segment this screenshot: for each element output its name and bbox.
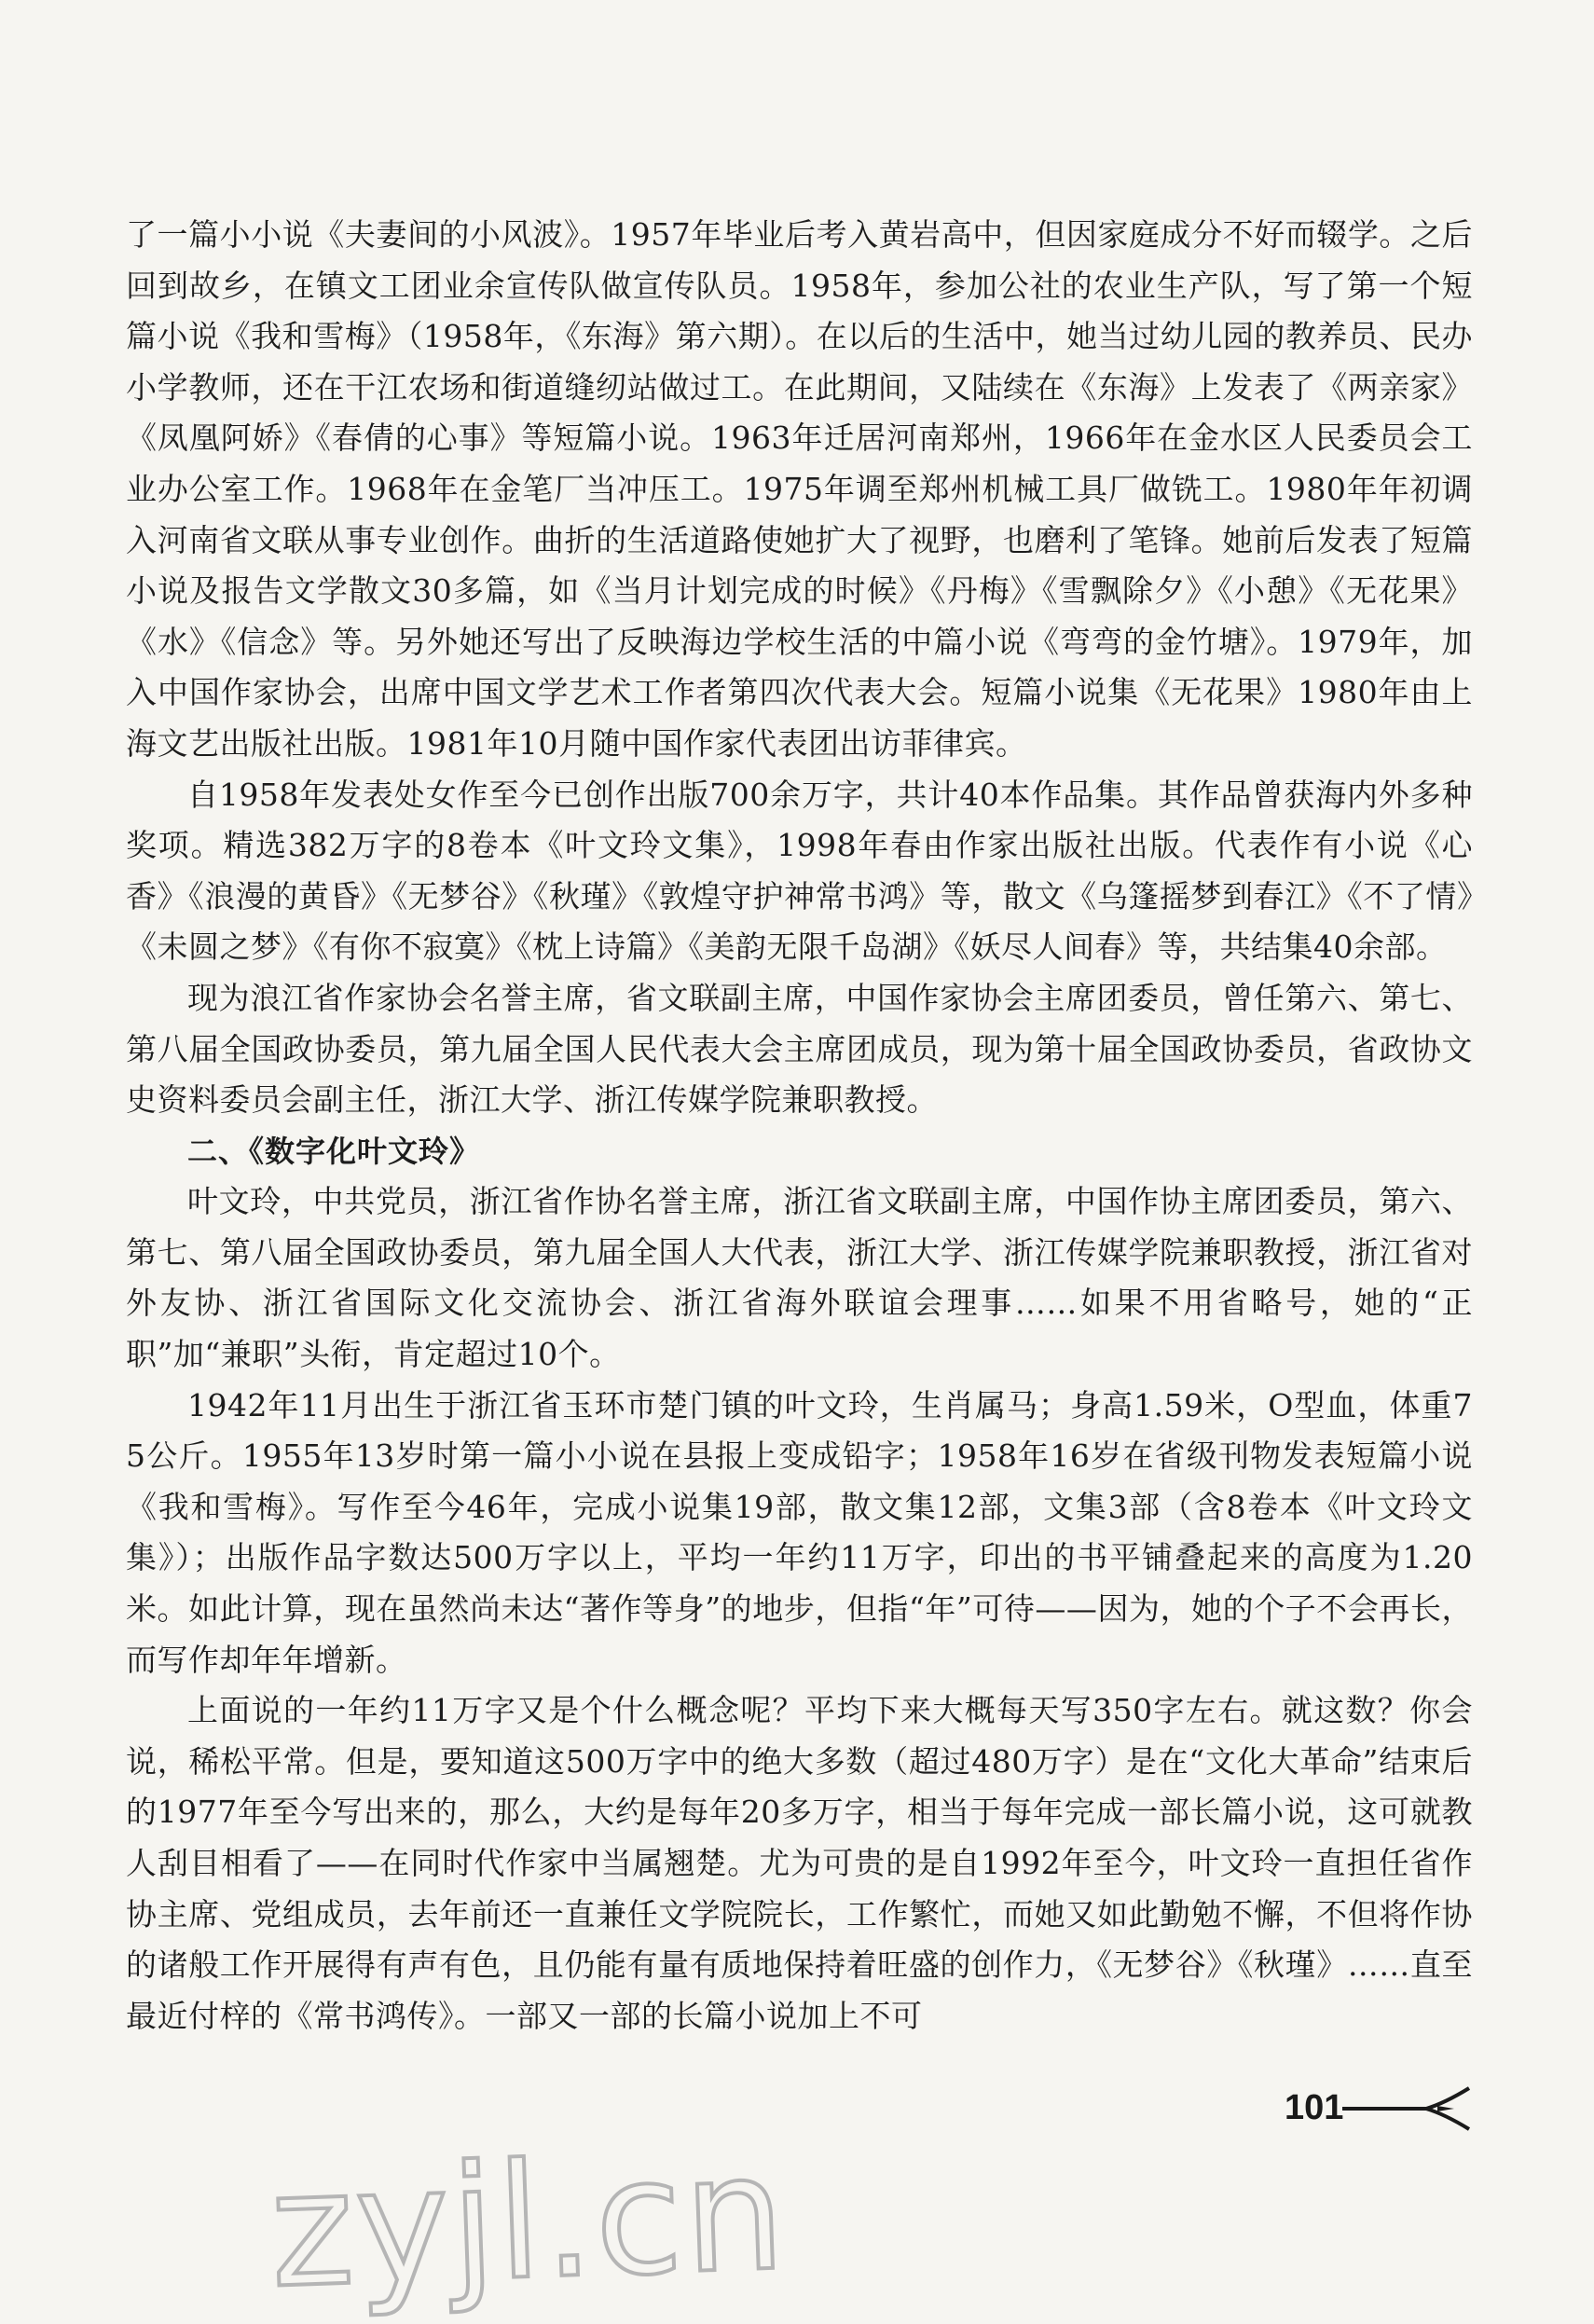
body-text	[126, 210, 1473, 2042]
paragraph: 上面说的一年约11万字又是个什么概念呢？平均下来大概每天写350字左右。就这数？你会说，稀松平常。但是，要知道这500万字中的绝大多数（超过480万字）是在“文化大革命”结束后的1977年至今写出来的，那么，大约是每年20多万字，相当于每年完成一部长篇小说，这可就教人刮目相看了——在同时代作家中当属翘楚。尤为可贵的是自1992年至今，叶文玲一直担任省作协主席、党组成员，去年前还一直兼任文学院院长，工作繁忙，而她又如此勤勉不懈，不但将作协的诸般工作开展得有声有色，且仍能有量有质地保持着旺盛的创作力，《无梦谷》《秋瑾》……直至最近付梓的《常书鸿传》。一部又一部的长篇小说加上不可	[126, 1692, 1473, 2034]
paragraph: 现为浪江省作家协会名誉主席，省文联副主席，中国作家协会主席团委员，曾任第六、第七、第八届全国政协委员，第九届全国人民代表大会主席团成员，现为第十届全国政协委员，省政协文史资料委员会副主任，浙江大学、浙江传媒学院兼职教授。	[126, 979, 1473, 1119]
section-heading: 二、《数字化叶文玲》	[187, 1133, 481, 1169]
paragraph: 1942年11月出生于浙江省玉环市楚门镇的叶文玲，生肖属马；身高1.59米，O型血，体重75公斤。1955年13岁时第一篇小小说在县报上变成铅字；1958年16岁在省级刊物发表短篇小说《我和雪梅》。写作至今46年，完成小说集19部，散文集12部，文集3部（含8卷本《叶文玲文集》）；出版作品字数达500万字以上，平均一年约11万字，印出的书平铺叠起来的高度为1.20米。如此计算，现在虽然尚未达“著作等身”的地步，但指“年”可待——因为，她的个子不会再长，而写作却年年增新。	[126, 1386, 1473, 1678]
paragraph-continued: 了一篇小小说《夫妻间的小风波》。1957年毕业后考入黄岩高中，但因家庭成分不好而辍学。之后回到故乡，在镇文工团业余宣传队做宣传队员。1958年，参加公社的农业生产队，写了第一个短篇小说《我和雪梅》（1958年，《东海》第六期）。在以后的生活中，她当过幼儿园的教养员、民办小学教师，还在干江农场和街道缝纫站做过工。在此期间，又陆续在《东海》上发表了《两亲家》《凤凰阿娇》《春倩的心事》等短篇小说。1963年迁居河南郑州，1966年在金水区人民委员会工业办公室工作。1968年在金笔厂当冲压工。1975年调至郑州机械工具厂做铣工。1980年年初调入河南省文联从事专业创作。曲折的生活道路使她扩大了视野，也磨利了笔锋。她前后发表了短篇小说及报告文学散文30多篇，如《当月计划完成的时候》《丹梅》《雪飘除夕》《小憩》《无花果》《水》《信念》等。另外她还写出了反映海边学校生活的中篇小说《弯弯的金竹塘》。1979年，加入中国作家协会，出席中国文学艺术工作者第四次代表大会。短篇小说集《无花果》1980年由上海文艺出版社出版。1981年10月随中国作家代表团出访菲律宾。	[126, 216, 1473, 762]
page-number: 101	[1285, 2088, 1344, 2127]
watermark: zyjl.cn	[267, 2121, 790, 2324]
paragraph: 自1958年发表处女作至今已创作出版700余万字，共计40本作品集。其作品曾获海内外多种奖项。精选382万字的8卷本《叶文玲文集》，1998年春由作家出版社出版。代表作有小说《心香》《浪漫的黄昏》《无梦谷》《秋瑾》《敦煌守护神常书鸿》等，散文《乌篷摇梦到春江》《不了情》《未圆之梦》《有你不寂寞》《枕上诗篇》《美韵无限千岛湖》《妖尽人间春》等，共结集40余部。	[126, 776, 1473, 966]
scissors-rule-icon	[1340, 2079, 1473, 2135]
paragraph: 叶文玲，中共党员，浙江省作协名誉主席，浙江省文联副主席，中国作协主席团委员，第六、第七、第八届全国政协委员，第九届全国人大代表，浙江大学、浙江传媒学院兼职教授，浙江省对外友协、浙江省国际文化交流协会、浙江省海外联谊会理事……如果不用省略号，她的“正职”加“兼职”头衔，肯定超过10个。	[126, 1183, 1473, 1373]
